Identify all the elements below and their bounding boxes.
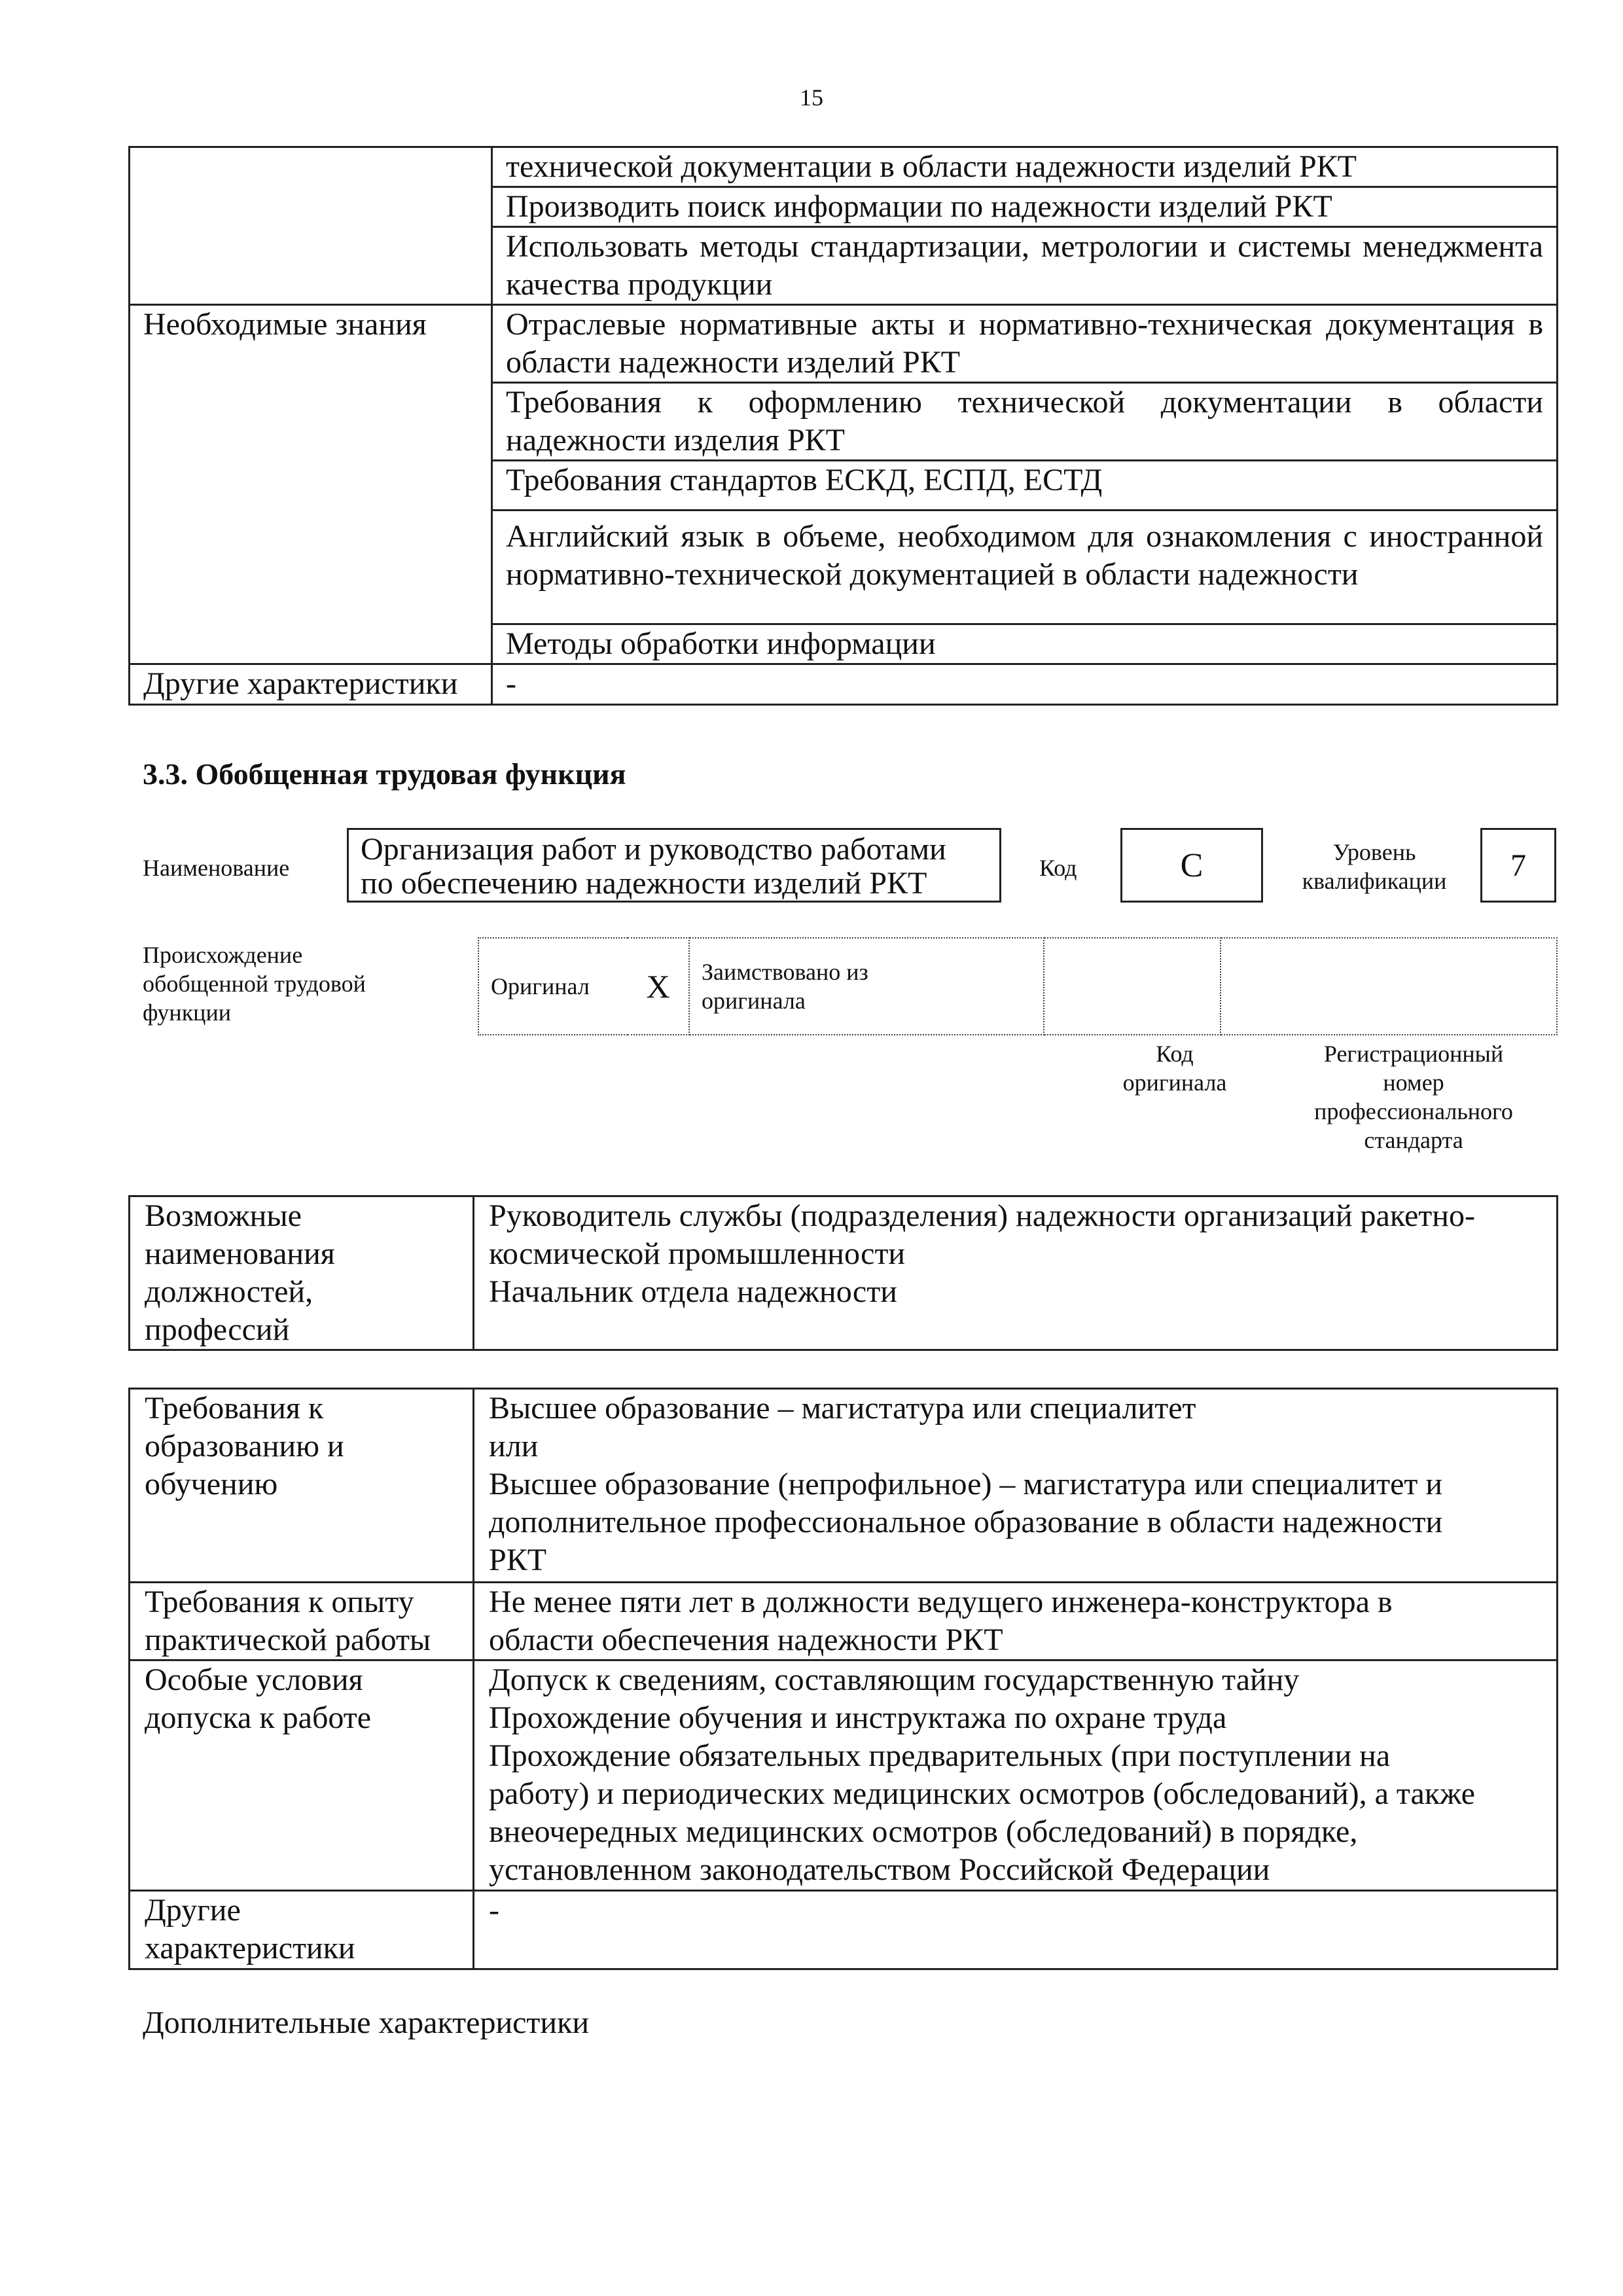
experience-label [130, 1583, 474, 1660]
caption-line: стандарта [1364, 1127, 1463, 1153]
level-box: 7 [1480, 828, 1556, 903]
level-label-line: Уровень [1332, 839, 1416, 865]
label-line: наименования [145, 1236, 335, 1271]
special-conditions-value [474, 1660, 1558, 1891]
borrowed-line: Заимствовано из [702, 959, 868, 985]
positions-value [474, 1196, 1558, 1350]
label-line: профессий [145, 1312, 290, 1347]
table-cell: Производить поиск информации по надежности изделий РКТ [492, 187, 1558, 227]
borrowed-label [689, 938, 1044, 1035]
value-line: Руководитель службы (подразделения) надежности организаций ракетно- [489, 1198, 1475, 1233]
value-line: РКТ [489, 1543, 547, 1577]
education-label [130, 1389, 474, 1583]
caption-line: Код [1156, 1041, 1194, 1067]
label-line: Другие [145, 1893, 241, 1928]
function-name-line: Организация работ и руководство работами [361, 832, 946, 867]
education-value [474, 1389, 1558, 1583]
positions-label [130, 1196, 474, 1350]
table-label-cell: Необходимые знания [130, 305, 492, 664]
table-cell: Требования к оформлению технической документации в области надежности изделия РКТ [492, 383, 1558, 461]
skills-knowledge-table [128, 146, 1558, 706]
registration-number-caption [1270, 1039, 1558, 1155]
value-line: Высшее образование – магистатура или специалитет [489, 1391, 1196, 1426]
origin-table [478, 937, 1558, 1035]
table-cell: - [492, 664, 1558, 705]
value-line: установленном законодательством Российской Федерации [489, 1852, 1270, 1887]
original-mark: X [628, 938, 689, 1035]
value-line: Прохождение обязательных предварительных (при поступлении на [489, 1738, 1391, 1773]
value-line: внеочередных медицинских осмотров (обследований) в порядке, [489, 1814, 1358, 1849]
value-line: Начальник отдела надежности [489, 1274, 897, 1309]
additional-characteristics-heading: Дополнительные характеристики [143, 2005, 590, 2040]
positions-table [128, 1195, 1558, 1351]
label-line: обучению [145, 1467, 278, 1501]
function-name-line: по обеспечению надежности изделий РКТ [361, 866, 927, 901]
origin-label-line: обобщенной трудовой [143, 971, 366, 997]
value-line: Высшее образование (непрофильное) – магистатура или специалитет и [489, 1467, 1443, 1501]
level-label-line: квалификации [1302, 868, 1447, 894]
value-line: космической промышленности [489, 1236, 906, 1271]
label-line: допуска к работе [145, 1700, 372, 1735]
requirements-table [128, 1388, 1558, 1970]
value-line: или [489, 1429, 539, 1463]
name-label: Наименование [143, 855, 290, 881]
value-line: Не менее пяти лет в должности ведущего инженера-конструктора в [489, 1585, 1393, 1619]
caption-line: профессионального [1314, 1098, 1513, 1124]
table-label-cell: Другие характеристики [130, 664, 492, 705]
value-line: Допуск к сведениям, составляющим государственную тайну [489, 1662, 1300, 1697]
code-label: Код [1039, 855, 1077, 881]
original-code-cell [1044, 938, 1221, 1035]
table-cell: Требования стандартов ЕСКД, ЕСПД, ЕСТД [492, 461, 1558, 511]
level-label [1276, 838, 1472, 895]
table-cell: Английский язык в объеме, необходимом для ознакомления с иностранной нормативно-технической документацией в области надежности [492, 511, 1558, 624]
value-line: Прохождение обучения и инструктажа по охране труда [489, 1700, 1227, 1735]
other-label [130, 1891, 474, 1969]
table-cell: технической документации в области надежности изделий РКТ [492, 147, 1558, 187]
table-cell: Методы обработки информации [492, 624, 1558, 664]
label-line: Возможные [145, 1198, 302, 1233]
borrowed-line: оригинала [702, 988, 806, 1014]
label-line: Требования к [145, 1391, 324, 1426]
value-line: работу) и периодических медицинских осмотров (обследований), а также [489, 1776, 1475, 1811]
label-line: образованию и [145, 1429, 344, 1463]
label-line: должностей, [145, 1274, 313, 1309]
caption-line: номер [1383, 1069, 1444, 1096]
label-line: характеристики [145, 1931, 355, 1965]
caption-line: Регистрационный [1323, 1041, 1504, 1067]
experience-value [474, 1583, 1558, 1660]
table-label-cell [130, 147, 492, 305]
section-heading: 3.3. Обобщенная трудовая функция [143, 757, 626, 791]
value-line: области обеспечения надежности РКТ [489, 1623, 1003, 1657]
origin-label-line: функции [143, 999, 231, 1026]
table-cell: Использовать методы стандартизации, метрологии и системы менеджмента качества продукции [492, 227, 1558, 305]
origin-label-line: Происхождение [143, 942, 303, 968]
code-box: C [1120, 828, 1263, 903]
original-code-caption [1099, 1039, 1250, 1097]
caption-line: оригинала [1122, 1069, 1227, 1096]
label-line: практической работы [145, 1623, 431, 1657]
page-number: 15 [800, 84, 823, 111]
special-conditions-label [130, 1660, 474, 1891]
original-label: Оригинал [478, 938, 628, 1035]
table-cell: Отраслевые нормативные акты и нормативно-техническая документация в области надежности изделий РКТ [492, 305, 1558, 383]
registration-number-cell [1221, 938, 1557, 1035]
label-line: Особые условия [145, 1662, 363, 1697]
other-value: - [474, 1891, 1558, 1969]
function-name-box [347, 828, 1001, 903]
value-line: дополнительное профессиональное образование в области надежности [489, 1505, 1443, 1539]
origin-label [143, 941, 457, 1027]
label-line: Требования к опыту [145, 1585, 414, 1619]
